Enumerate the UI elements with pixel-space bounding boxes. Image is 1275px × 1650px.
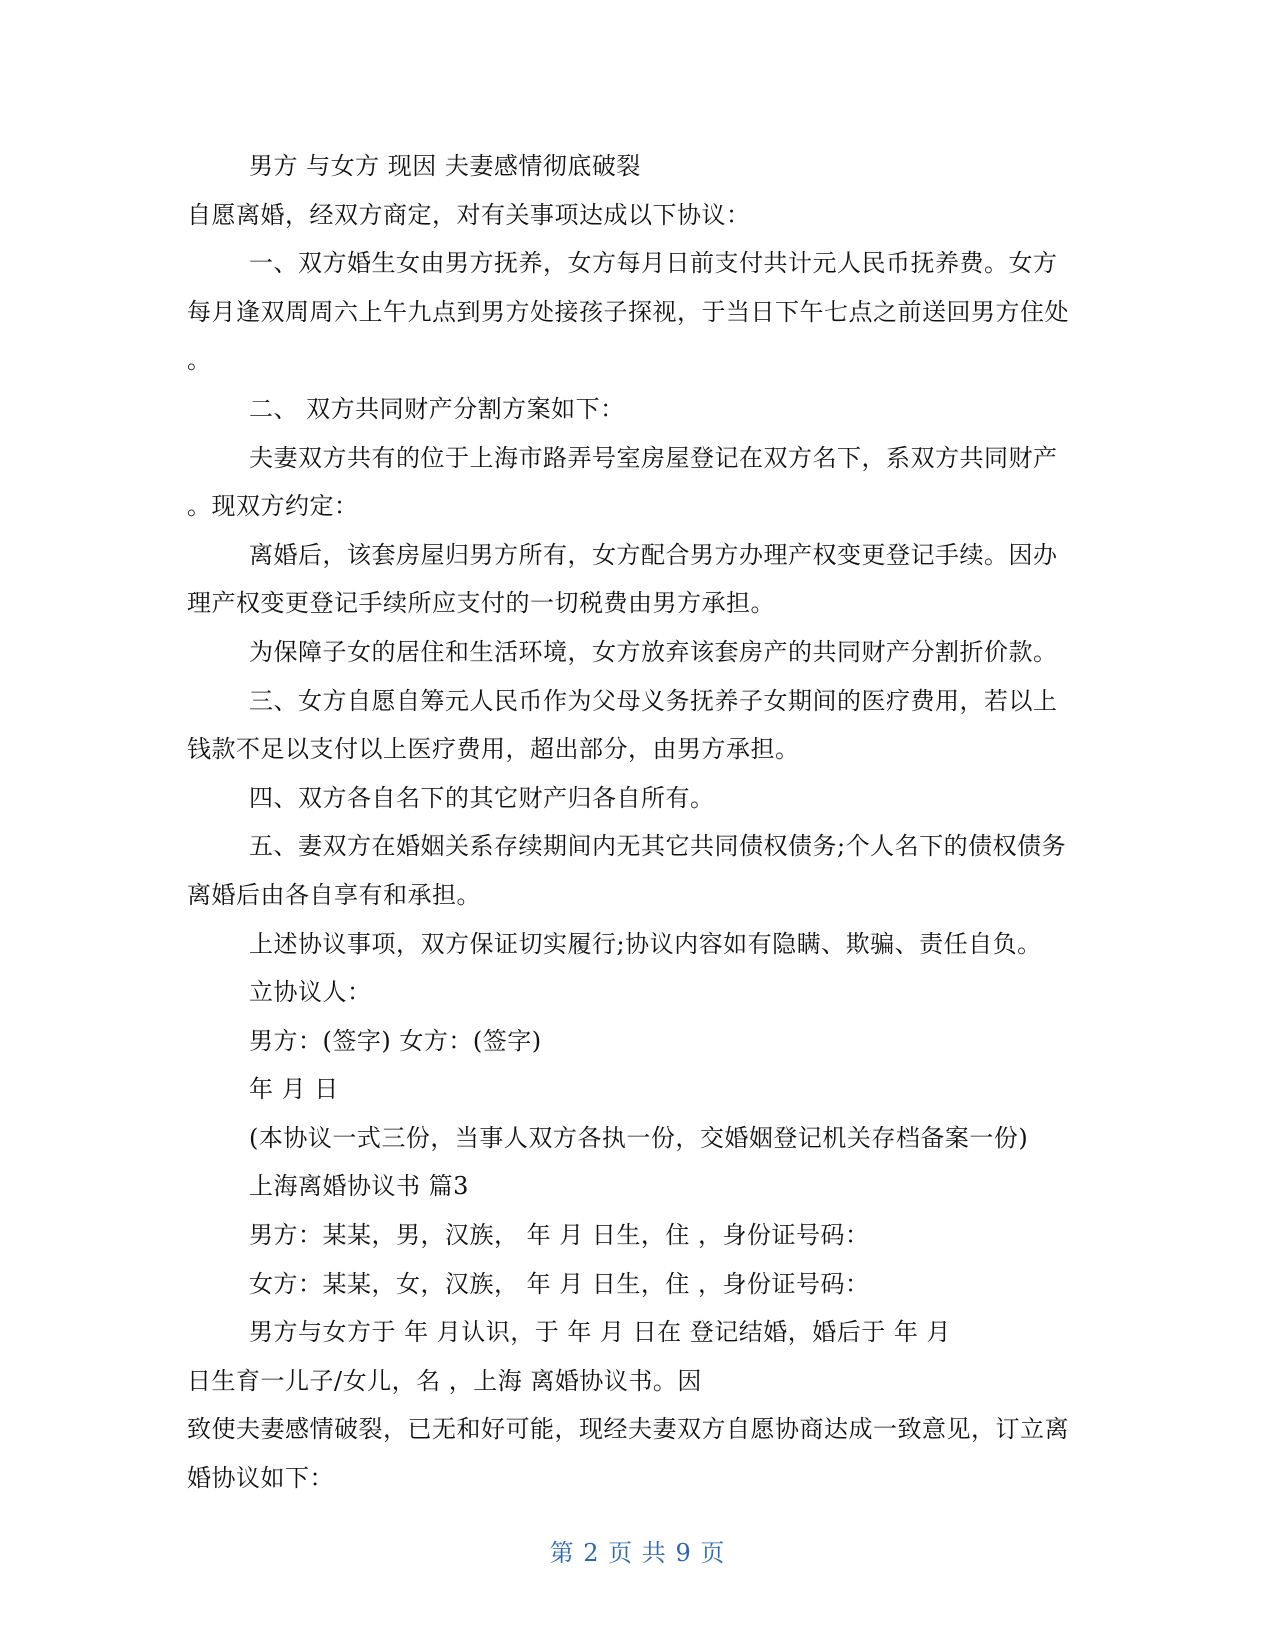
paragraph-line: 钱款不足以支付以上医疗费用，超出部分，由男方承担。 [187, 735, 800, 764]
section-heading: 上海离婚协议书 篇3 [249, 1172, 469, 1201]
paragraph-line: 理产权变更登记手续所应支付的一切税费由男方承担。 [187, 589, 775, 618]
paragraph-line: 。 [187, 346, 212, 375]
paragraph-line: 年 月 日 [249, 1075, 339, 1104]
paragraph-line: 为保障子女的居住和生活环境，女方放弃该套房产的共同财产分割折价款。 [249, 637, 1058, 666]
paragraph-line: 离婚后由各自享有和承担。 [187, 880, 481, 909]
paragraph-line: 夫妻双方共有的位于上海市路弄号室房屋登记在双方名下，系双方共同财产 [249, 443, 1058, 472]
paragraph-line: 男方：某某，男，汉族， 年 月 日生，住 ，身份证号码： [249, 1221, 870, 1250]
paragraph-line: 。现双方约定： [187, 492, 359, 521]
paragraph-line: 离婚后，该套房屋归男方所有，女方配合男方办理产权变更登记手续。因办 [249, 540, 1058, 569]
paragraph-line: 婚协议如下： [187, 1464, 334, 1493]
paragraph-line: 二、 双方共同财产分割方案如下： [249, 394, 625, 423]
paragraph-line: 上述协议事项，双方保证切实履行;协议内容如有隐瞒、欺骗、责任自负。 [249, 929, 1042, 958]
paragraph-line: 男方：(签字) 女方：(签字) [249, 1026, 542, 1055]
paragraph-line: 每月逢双周周六上午九点到男方处接孩子探视，于当日下午七点之前送回男方住处 [187, 297, 1069, 326]
paragraph-line: 四、双方各自名下的其它财产归各自所有。 [249, 783, 715, 812]
paragraph-line: 自愿离婚，经双方商定，对有关事项达成以下协议： [187, 200, 751, 229]
paragraph-line: 男方 与女方 现因 夫妻感情彻底破裂 [249, 152, 641, 180]
paragraph-line: 立协议人： [249, 978, 372, 1007]
paragraph-line: 日生育一儿子/女儿，名 ，上海 离婚协议书。因 [187, 1366, 702, 1395]
paragraph-line: 一、双方婚生女由男方抚养，女方每月日前支付共计元人民币抚养费。女方 [249, 249, 1058, 278]
paragraph-line: 男方与女方于 年 月认识，于 年 月 日在 登记结婚，婚后于 年 月 [249, 1318, 952, 1347]
paragraph-line: 女方：某某，女，汉族， 年 月 日生，住 ，身份证号码： [249, 1269, 870, 1298]
paragraph-line: 致使夫妻感情破裂，已无和好可能，现经夫妻双方自愿协商达成一致意见，订立离 [187, 1415, 1069, 1444]
page-number-footer: 第 2 页 共 9 页 [549, 1539, 726, 1567]
paragraph-line: (本协议一式三份，当事人双方各执一份，交婚姻登记机关存档备案一份) [249, 1123, 1029, 1152]
document-body [187, 142, 1087, 1503]
paragraph-line: 三、女方自愿自筹元人民币作为父母义务抚养子女期间的医疗费用，若以上 [249, 686, 1058, 715]
paragraph-line: 五、妻双方在婚姻关系存续期间内无其它共同债权债务;个人名下的债权债务 [249, 832, 1067, 861]
